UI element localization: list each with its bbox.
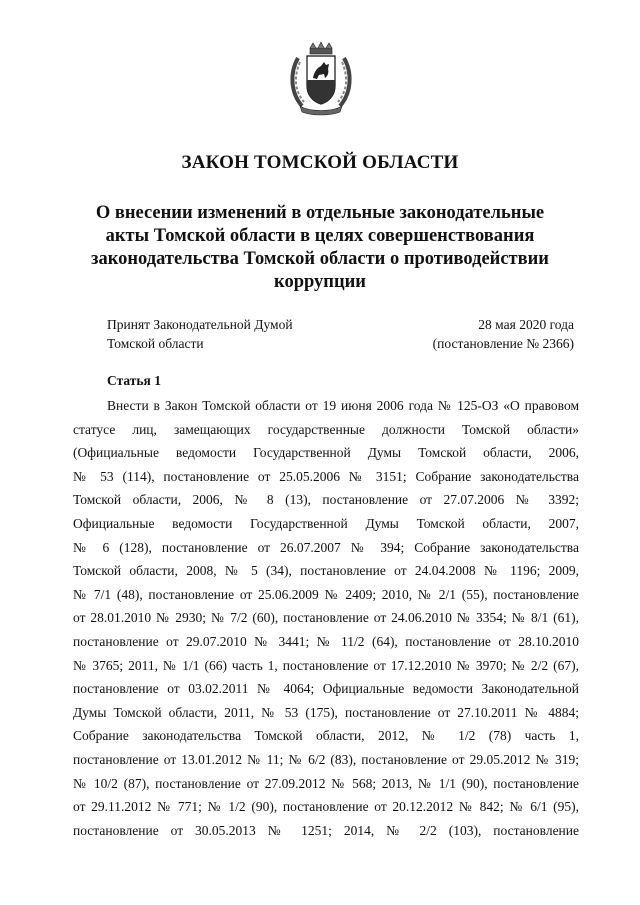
body-line: Томской области, 2008, № 5 (34), постановление от 24.04.2008 № 1196; 2009, [73,563,579,579]
subject-line: О внесении изменений в отдельные законодательные [95,203,545,223]
body-line: Томской области, 2006, № 8 (13), постановление от 27.07.2006 № 3392; [73,492,579,508]
body-line: Собрание законодательства Томской области, 2012, № 1/2 (78) часть 1, [73,728,579,744]
body-line: от 29.11.2012 № 771; № 1/2 (90), постановление от 20.12.2012 № 842; № 6/1 (95), [73,799,579,815]
adoption-resolution-line: (постановление № 2366) [432,336,574,351]
body-line: № 6 (128), постановление от 26.07.2007 № 394; Собрание законодательства [73,539,579,555]
adoption-body [107,315,293,353]
adoption-body-line: Томской области [107,336,204,351]
body-line: от 28.01.2010 № 2930; № 7/2 (60), постановление от 24.06.2010 № 3354; № 8/1 (61), [73,610,579,626]
body-line: постановление от 03.02.2011 № 4064; Официальные ведомости Законодательной [73,681,579,697]
body-line: постановление от 30.05.2013 № 1251; 2014, № 2/2 (103), постановление [73,822,579,838]
body-line: № 7/1 (48), постановление от 25.06.2009 № 2409; 2010, № 2/1 (55), постановление [73,586,579,602]
body-line: Внести в Закон Томской области от 19 июня 2006 года № 125-ОЗ «О правовом [107,398,579,413]
adoption-date [433,315,574,353]
law-subject [70,202,570,294]
adoption-body-line: Принят Законодательной Думой [107,317,293,332]
subject-line: акты Томской области в целях совершенствования [105,226,535,246]
body-line: № 10/2 (87), постановление от 27.09.2012 № 568; 2013, № 1/1 (90), постановление [73,775,579,791]
body-line: № 3765; 2011, № 1/1 (66) часть 1, постановление от 17.12.2010 № 3970; № 2/2 (67), [73,657,579,673]
body-line: постановление от 29.07.2010 № 3441; № 11/2 (64), постановление от 28.10.2010 [73,633,579,649]
body-line: № 53 (114), постановление от 25.05.2006 № 3151; Собрание законодательства [73,468,579,484]
article-heading: Статья 1 [107,373,161,388]
adoption-date-line: 28 мая 2020 года [478,317,574,332]
body-line: (Официальные ведомости Государственной Думы Томской области, 2006, [73,445,579,461]
law-title: ЗАКОН ТОМСКОЙ ОБЛАСТИ [181,152,459,173]
body-line: Думы Томской области, 2011, № 53 (175), постановление от 27.10.2011 № 4884; [73,704,579,720]
subject-line: коррупции [274,272,366,292]
article-body [73,394,579,842]
coat-of-arms-emblem [288,42,354,118]
body-line: Официальные ведомости Государственной Думы Томской области, 2007, [73,515,579,531]
subject-line: законодательства Томской области о противодействии [91,249,549,269]
body-line: постановление от 13.01.2012 № 11; № 6/2 (83), постановление от 29.05.2012 № 319; [73,751,579,767]
body-line: статусе лиц, замещающих государственные должности Томской области» [73,421,579,437]
